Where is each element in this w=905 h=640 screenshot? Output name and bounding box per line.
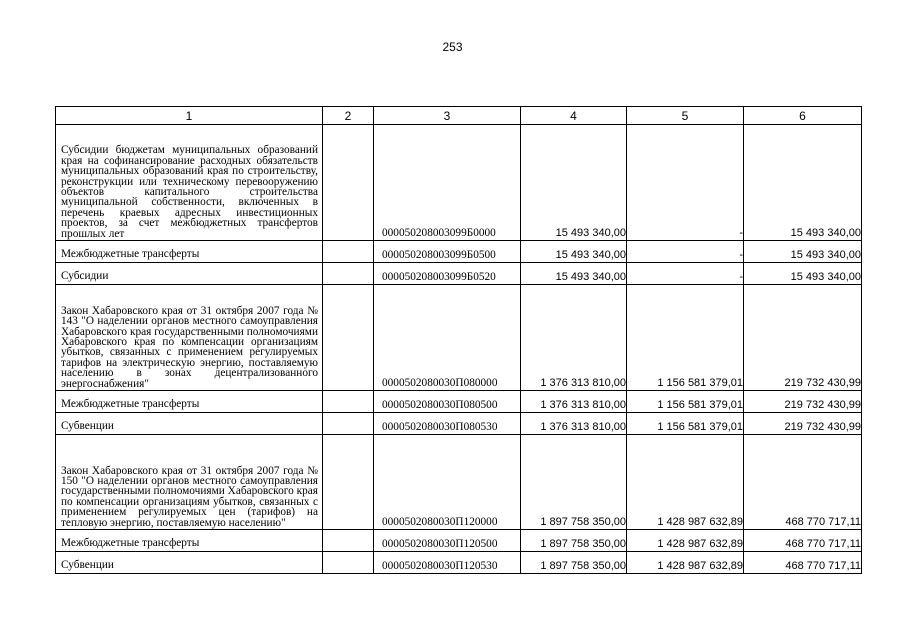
row-col5: 1 428 987 632,89 (627, 435, 744, 530)
row-code: 0000502080030П120000 (374, 435, 521, 530)
row-col6: 219 732 430,99 (744, 391, 862, 413)
row-col2 (323, 263, 374, 285)
row-code: 000050208003099Б0000 (374, 125, 521, 241)
row-col6: 219 732 430,99 (744, 285, 862, 391)
row-name: Межбюджетные трансферты (56, 241, 323, 263)
row-col4: 1 376 313 810,00 (521, 285, 627, 391)
row-col4: 1 897 758 350,00 (521, 435, 627, 530)
row-col4: 15 493 340,00 (521, 125, 627, 241)
row-col6: 468 770 717,11 (744, 435, 862, 530)
row-col5: 1 428 987 632,89 (627, 552, 744, 574)
row-code: 000050208003099Б0500 (374, 241, 521, 263)
row-col5: 1 156 581 379,01 (627, 391, 744, 413)
row-name: Субвенции (56, 413, 323, 435)
row-col5: 1 428 987 632,89 (627, 530, 744, 552)
row-col4: 1 376 313 810,00 (521, 413, 627, 435)
row-name: Субсидии (56, 263, 323, 285)
row-col5: - (627, 263, 744, 285)
row-code: 0000502080030П080530 (374, 413, 521, 435)
table-row (56, 391, 862, 413)
table-row (56, 241, 862, 263)
row-name: Межбюджетные трансферты (56, 530, 323, 552)
row-col6: 15 493 340,00 (744, 263, 862, 285)
table-row (56, 263, 862, 285)
row-col2 (323, 435, 374, 530)
row-col2 (323, 285, 374, 391)
column-header-5: 5 (627, 107, 744, 125)
row-col2 (323, 530, 374, 552)
table-row (56, 125, 862, 241)
row-name: Закон Хабаровского края от 31 октября 2007 года № 143 "О наделении органов местного самоуправления Хабаровского края государственными полномочиями Хабаровского края по компенсации организациям убытков, связанных с применением регулируемых тарифов на электрическую энергию, поставляемую населению в зонах децентрализованного энергоснабжения" (56, 285, 323, 391)
row-col5: 1 156 581 379,01 (627, 285, 744, 391)
row-code: 0000502080030П080000 (374, 285, 521, 391)
row-col4: 1 897 758 350,00 (521, 530, 627, 552)
column-header-6: 6 (744, 107, 862, 125)
table-row (56, 530, 862, 552)
row-col6: 468 770 717,11 (744, 552, 862, 574)
row-name: Субвенции (56, 552, 323, 574)
row-col6: 468 770 717,11 (744, 530, 862, 552)
page-number: 253 (442, 40, 463, 54)
row-col2 (323, 413, 374, 435)
row-name: Межбюджетные трансферты (56, 391, 323, 413)
row-col6: 219 732 430,99 (744, 413, 862, 435)
row-col5: 1 156 581 379,01 (627, 413, 744, 435)
row-col2 (323, 125, 374, 241)
row-col4: 15 493 340,00 (521, 241, 627, 263)
row-code: 0000502080030П120500 (374, 530, 521, 552)
row-col5: - (627, 125, 744, 241)
table-row (56, 552, 862, 574)
row-code: 0000502080030П120530 (374, 552, 521, 574)
table-row (56, 435, 862, 530)
column-header-2: 2 (323, 107, 374, 125)
column-header-3: 3 (374, 107, 521, 125)
column-header-4: 4 (521, 107, 627, 125)
row-col5: - (627, 241, 744, 263)
column-header-1: 1 (56, 107, 323, 125)
row-col2 (323, 552, 374, 574)
row-code: 0000502080030П080500 (374, 391, 521, 413)
table-row (56, 285, 862, 391)
row-col4: 1 376 313 810,00 (521, 391, 627, 413)
budget-table (55, 106, 862, 574)
table-header-row (56, 107, 862, 125)
row-code: 000050208003099Б0520 (374, 263, 521, 285)
row-col4: 1 897 758 350,00 (521, 552, 627, 574)
row-col6: 15 493 340,00 (744, 241, 862, 263)
row-col6: 15 493 340,00 (744, 125, 862, 241)
row-col2 (323, 391, 374, 413)
table-row (56, 413, 862, 435)
row-col2 (323, 241, 374, 263)
row-name: Закон Хабаровского края от 31 октября 2007 года № 150 "О наделении органов местного самоуправления государственными полномочиями Хабаровского края по компенсации организациям убытков, связанных с применением регулируемых цен (тарифов) на тепловую энергию, поставляемую населению" (56, 435, 323, 530)
row-name: Субсидии бюджетам муниципальных образований края на софинансирование расходных обязательств муниципальных образований края по строительству, реконструкции или техническому перевооружению объектов капитального строительства муниципальной собственности, включенных в перечень краевых адресных инвестиционных проектов, за счет межбюджетных трансфертов прошлых лет (56, 125, 323, 241)
row-col4: 15 493 340,00 (521, 263, 627, 285)
